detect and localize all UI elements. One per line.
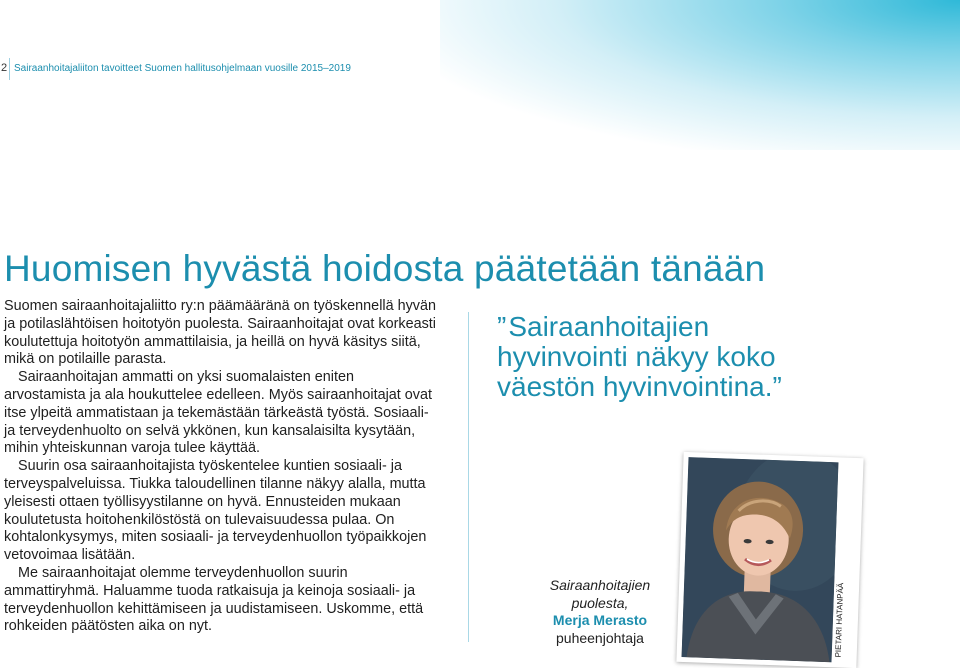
photo-credit: PIETARI HATANPÄÄ [833,582,846,658]
signature-role: puheenjohtaja [556,629,644,646]
quote-open-mark: ” [497,311,507,342]
column-divider [468,312,469,642]
paragraph: Suomen sairaanhoitajaliitto ry:n päämääränä on työskennellä hyvän ja potilaslähtöisen hoitotyön puolesta. Sairaanhoitajat ovat korkeasti koulutettuja hoitotyön ammattilaisia, ja heillä on hyvä käsitys siitä, mikä on potilaille parasta. [4,298,436,368]
body-text [4,298,436,636]
pull-quote [497,312,827,402]
portrait-photo [682,457,839,662]
paragraph: Sairaanhoitajan ammatti on yksi suomalaisten eniten arvostamista ja ala houkuttelee edelleen. Myös sairaanhoitajat ovat itse ylpeitä ammatistaan ja tekemästään tärkeästä työstä. Sosiaali- ja terveydenhuolto on selvä ykkönen, kun kansalaisilta kysytään, mihin yhteiskunnan varoja tulee käyttää. [4,369,432,457]
page-title: Huomisen hyvästä hoidosta päätetään tänään [4,248,766,289]
signature-line-1: Sairaanhoitajien [549,577,651,593]
paragraph: Me sairaanhoitajat olemme terveydenhuollon suurin ammattiryhmä. Haluamme tuoda ratkaisuja ja keinoja sosiaali- ja terveydenhuollon kehittämiseen ja uudistamiseen. Uskomme, että rohkeiden päätösten aika on nyt. [4,564,424,635]
signature-name: Merja Merasto [552,612,648,628]
portrait-illustration [682,457,839,662]
signature [540,577,660,647]
signature-line-2: puolesta, [571,594,629,611]
running-title: Sairaanhoitajaliiton tavoitteet Suomen hallitusohjelmaan vuosille 2015–2019 [14,63,351,74]
paragraph: Suurin osa sairaanhoitajista työskentelee kuntien sosiaali- ja terveyspalveluissa. Tiukka taloudellinen tilanne näkyy alalla, mutta yleisesti ottaen työllisyystilanne on hyvä. Ennusteiden mukaan koulutetusta hoitohenkilöstöstä on tulevaisuudessa pulaa. On kohtalonkysymys, miten sosiaali- ja terveydenhuollon työpaikkojen vetovoimaa lisätään. [4,458,427,564]
header-divider [9,58,10,80]
quote-close-mark: ” [772,371,782,402]
corner-gradient [440,0,960,150]
quote-text: Sairaanhoitajien hyvinvointi näkyy koko väestön hyvinvointina. [497,311,776,402]
portrait-frame [676,452,863,668]
page-number: 2 [0,62,8,74]
